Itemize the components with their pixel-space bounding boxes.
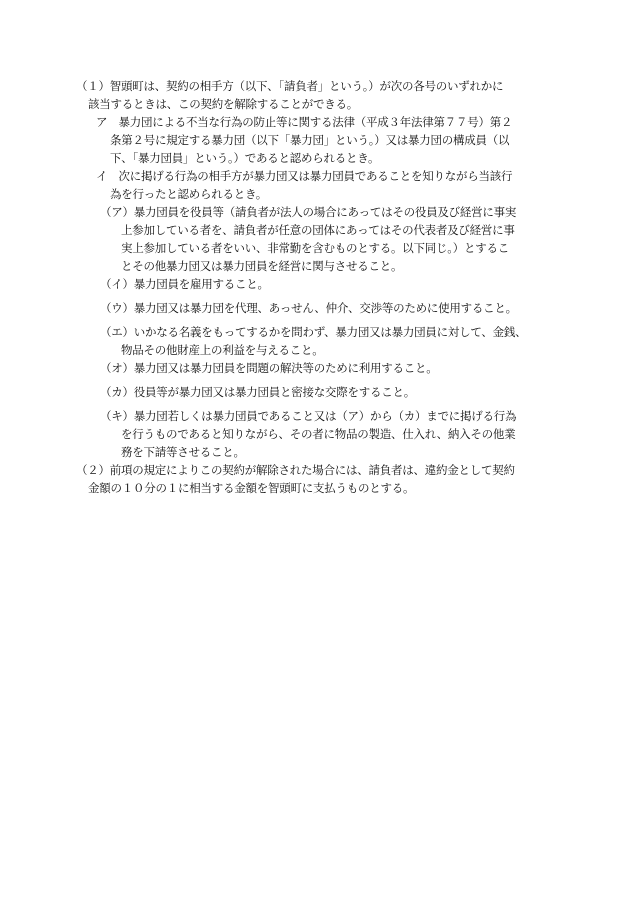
clause-1-i-c [100,300,517,318]
clause-2-line-1: （２）前項の規定によりこの契約が解除された場合には、請負者は、違約金として契約 [76,463,515,477]
clause-1-i-e-line-1: （オ）暴力団又は暴力団員を問題の解決等のために利用すること。 [100,361,438,375]
clause-1-i-f [100,384,415,402]
clause-1-i-c-line-1: （ウ）暴力団又は暴力団を代理、あっせん、仲介、交渉等のために使用すること。 [100,301,517,315]
clause-1-i-d-line-2: 物品その他財産上の利益を与えること。 [121,342,324,357]
clause-2 [76,462,515,498]
clause-1-i-a-line-2: 上参加している者を、請負者が任意の団体にあってはその代表者及び経営に事 [121,222,515,237]
clause-1-i-a [100,204,516,276]
clause-1-i-a-line-4: とその他暴力団又は暴力団員を経営に関与させること。 [121,258,403,273]
clause-1-i-e [100,360,438,378]
clause-2-line-2: 金額の１０分の１に相当する金額を智頭町に支払うものとする。 [88,480,415,495]
clause-1-i-d [100,324,526,360]
clause-1-i-g-line-2: を行うものであると知りながら、その者に物品の製造、仕入れ、納入その他業 [121,426,516,441]
clause-1-a-line-3: 下、「暴力団員」という。）であると認められるとき。 [110,150,380,165]
clause-1-i-g-line-3: 務を下請等させること。 [121,444,245,459]
clause-1-i-f-marker: （カ） [100,385,134,399]
clause-1-i-g-line-1: （キ）暴力団若しくは暴力団員であること又は（ア）から（カ）までに掲げる行為 [100,409,517,423]
clause-1-i-e-marker: （オ） [100,361,134,375]
clause-1-marker: （１） [76,79,110,93]
clause-1-line-1: （１）智頭町は、契約の相手方（以下、「請負者」という。）が次の各号のいずれかに [76,79,504,93]
clause-1-i-f-line-1: （カ）役員等が暴力団又は暴力団員と密接な交際をすること。 [100,385,415,399]
clause-2-marker: （２） [76,463,110,477]
clause-1-i-a-line-1: （ア）暴力団員を役員等（請負者が法人の場合にあってはその役員及び経営に事実 [100,205,517,219]
clause-1-i-g [100,408,516,462]
clause-1 [76,78,503,114]
clause-1-a-marker: ア [96,115,108,129]
clause-1-i-b [100,276,269,294]
clause-1-a-line-2: 条第２号に規定する暴力団（以下「暴力団」という。）又は暴力団の構成員（以 [110,132,510,147]
clause-1-i-g-marker: （キ） [100,409,134,423]
clause-1-i-line-1: イ 次に掲げる行為の相手方が暴力団又は暴力団員であることを知りながら当該行 [96,169,513,183]
clause-1-line-2: 該当するときは、この契約を解除することができる。 [88,96,358,111]
clause-1-i-a-line-3: 実上参加している者をいい、非常勤を含むものとする。以下同じ。）とするこ [121,240,509,255]
clause-1-i-a-marker: （ア） [100,205,134,219]
clause-1-i-b-marker: （イ） [100,277,134,291]
clause-1-i-d-line-1: （エ）いかなる名義をもってするかを問わず、暴力団又は暴力団員に対して、金銭、 [100,325,527,339]
clause-1-i-line-2: 為を行ったと認められるとき。 [110,186,268,201]
clause-1-a-line-1: ア 暴力団による不当な行為の防止等に関する法律（平成３年法律第７７号）第２ [96,115,513,129]
clause-1-i-d-marker: （エ） [100,325,134,339]
clause-1-i-c-marker: （ウ） [100,301,134,315]
clause-1-i [96,168,512,204]
clause-1-i-b-line-1: （イ）暴力団員を雇用すること。 [100,277,269,291]
clause-1-a [96,114,512,168]
clause-1-i-marker: イ [96,169,108,183]
